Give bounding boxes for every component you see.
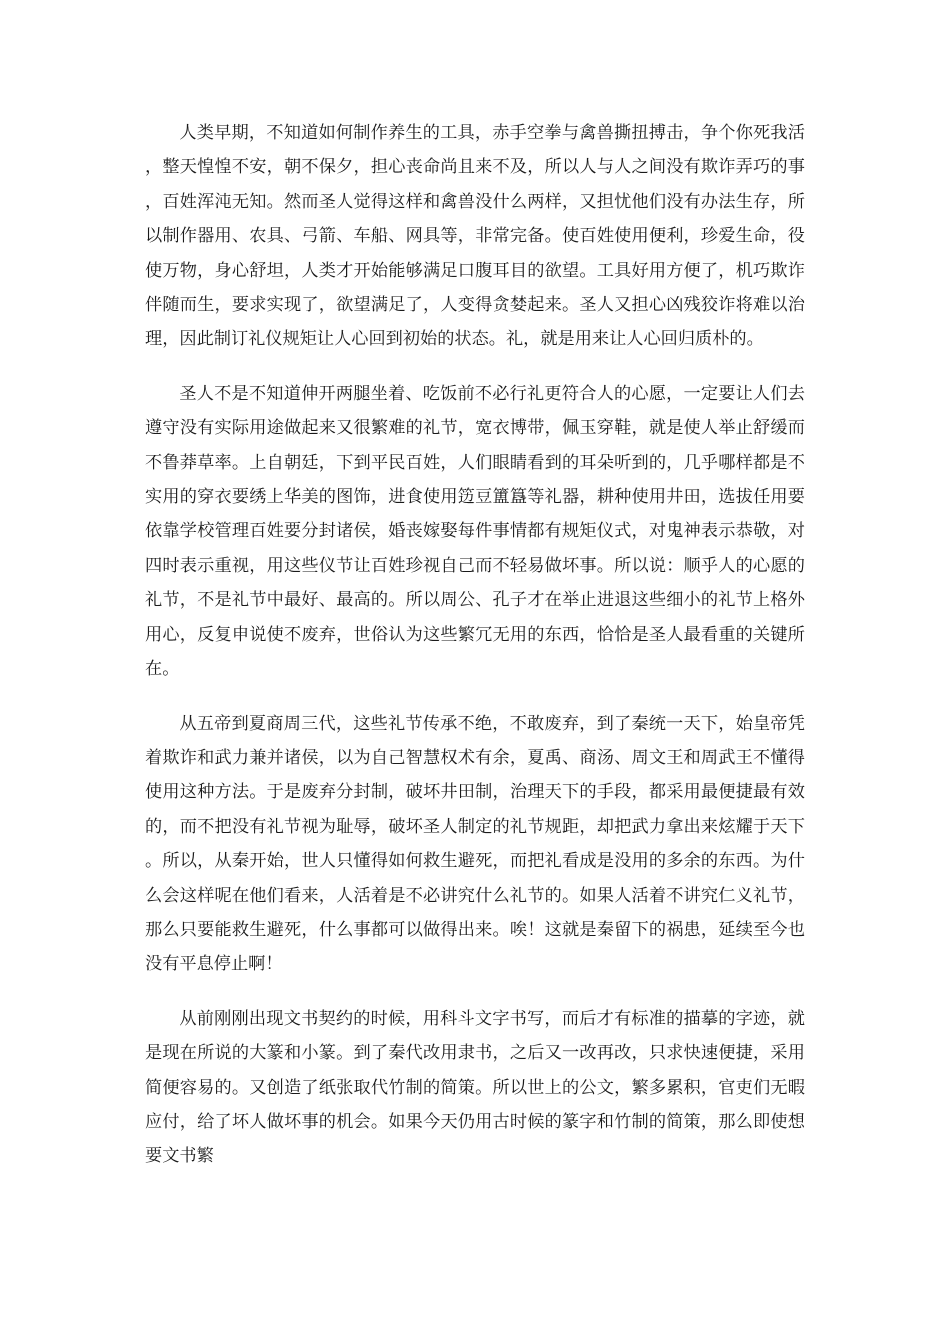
paragraph-4: 从前刚刚出现文书契约的时候，用科斗文字书写，而后才有标准的描摹的字迹，就是现在所说的大篆和小篆。到了秦代改用隶书，之后又一改再改，只求快速便捷，采用简便容易的。又创造了纸张取代竹制的简策。所以世上的公文，繁多累积，官吏们无暇应付，给了坏人做坏事的机会。如果今天仍用古时候的篆字和竹制的简策，那么即使想要文书繁 (145, 1008, 805, 1167)
paragraph-2: 圣人不是不知道伸开两腿坐着、吃饭前不必行礼更符合人的心愿，一定要让人们去遵守没有实际用途做起来又很繁难的礼节，宽衣博带，佩玉穿鞋，就是使人举止舒缓而不鲁莽草率。上自朝廷，下到平民百姓，人们眼睛看到的耳朵听到的，几乎哪样都是不实用的穿衣要绣上华美的图饰，进食使用笾豆簠簋等礼器，耕种使用井田，选拔任用要依靠学校管理百姓要分封诸侯，婚丧嫁娶每件事情都有规矩仪式，对鬼神表示恭敬，对四时表示重视，用这些仪节让百姓珍视自己而不轻易做坏事。所以说：顺乎人的心愿的礼节，不是礼节中最好、最高的。所以周公、孔子才在举止进退这些细小的礼节上格外用心，反复申说使不废弃，世俗认为这些繁冗无用的东西，恰恰是圣人最看重的关键所在。 (145, 383, 805, 680)
document-page (145, 116, 805, 1194)
paragraph-1: 人类早期，不知道如何制作养生的工具，赤手空拳与禽兽撕扭搏击，争个你死我活，整天惶惶不安，朝不保夕，担心丧命尚且来不及，所以人与人之间没有欺诈弄巧的事，百姓浑沌无知。然而圣人觉得这样和禽兽没什么两样，又担忧他们没有办法生存，所以制作器用、农具、弓箭、车船、网具等，非常完备。使百姓使用便利，珍爱生命，役使万物，身心舒坦，人类才开始能够满足口腹耳目的欲望。工具好用方便了，机巧欺诈伴随而生，要求实现了，欲望满足了，人变得贪婪起来。圣人又担心凶残狡诈将难以治理，因此制订礼仪规矩让人心回到初始的状态。礼，就是用来让人心回归质朴的。 (145, 123, 805, 350)
paragraph-3: 从五帝到夏商周三代，这些礼节传承不绝，不敢废弃，到了秦统一天下，始皇帝凭着欺诈和武力兼并诸侯，以为自己智慧权术有余，夏禹、商汤、周文王和周武王不懂得使用这种方法。于是废弃分封制，破坏井田制，治理天下的手段，都采用最便捷最有效的，而不把没有礼节视为耻辱，破坏圣人制定的礼节规距，却把武力拿出来炫耀于天下。所以，从秦开始，世人只懂得如何救生避死，而把礼看成是没用的多余的东西。为什么会这样呢在他们看来，人活着是不必讲究什么礼节的。如果人活着不讲究仁义礼节，那么只要能救生避死，什么事都可以做得出来。唉！这就是秦留下的祸患，延续至今也没有平息停止啊！ (145, 713, 805, 975)
